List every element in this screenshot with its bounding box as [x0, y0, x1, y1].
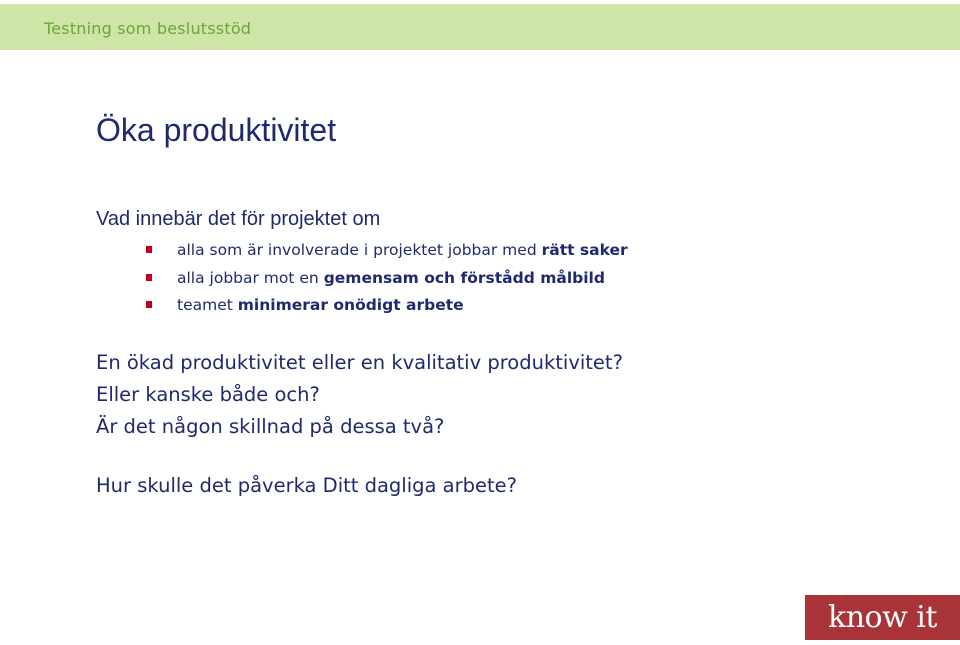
- bullet-emphasis: gemensam och förstådd målbild: [323, 268, 605, 287]
- slide-title: Öka produktivitet: [96, 112, 337, 148]
- intro-text: Vad innebär det för projektet om: [96, 208, 381, 230]
- square-bullet-icon: [146, 246, 152, 253]
- question-line: En ökad produktivitet eller en kvalitativ produktivitet?: [96, 351, 623, 374]
- bullet-item: [146, 238, 628, 266]
- know-it-logo: know it: [805, 595, 960, 640]
- header-title: Testning som beslutsstöd: [44, 19, 252, 38]
- question-line: Är det någon skillnad på dessa två?: [96, 415, 445, 438]
- bullet-item: [146, 293, 628, 321]
- square-bullet-icon: [146, 301, 152, 308]
- bullet-emphasis: rätt saker: [541, 241, 628, 259]
- bullet-emphasis: minimerar onödigt arbete: [237, 296, 464, 314]
- square-bullet-icon: [146, 274, 152, 281]
- bullet-item: [146, 266, 628, 294]
- bullet-text: teamet: [177, 296, 238, 314]
- question-block: [96, 348, 623, 444]
- question-line: Eller kanske både och?: [96, 383, 320, 406]
- final-question: Hur skulle det påverka Ditt dagliga arbete?: [96, 474, 518, 497]
- header-bar: [0, 4, 960, 50]
- bullet-text: alla jobbar mot en: [177, 268, 324, 287]
- bullet-list: [146, 238, 628, 321]
- bullet-text: alla som är involverade i projektet jobbar med: [177, 241, 542, 259]
